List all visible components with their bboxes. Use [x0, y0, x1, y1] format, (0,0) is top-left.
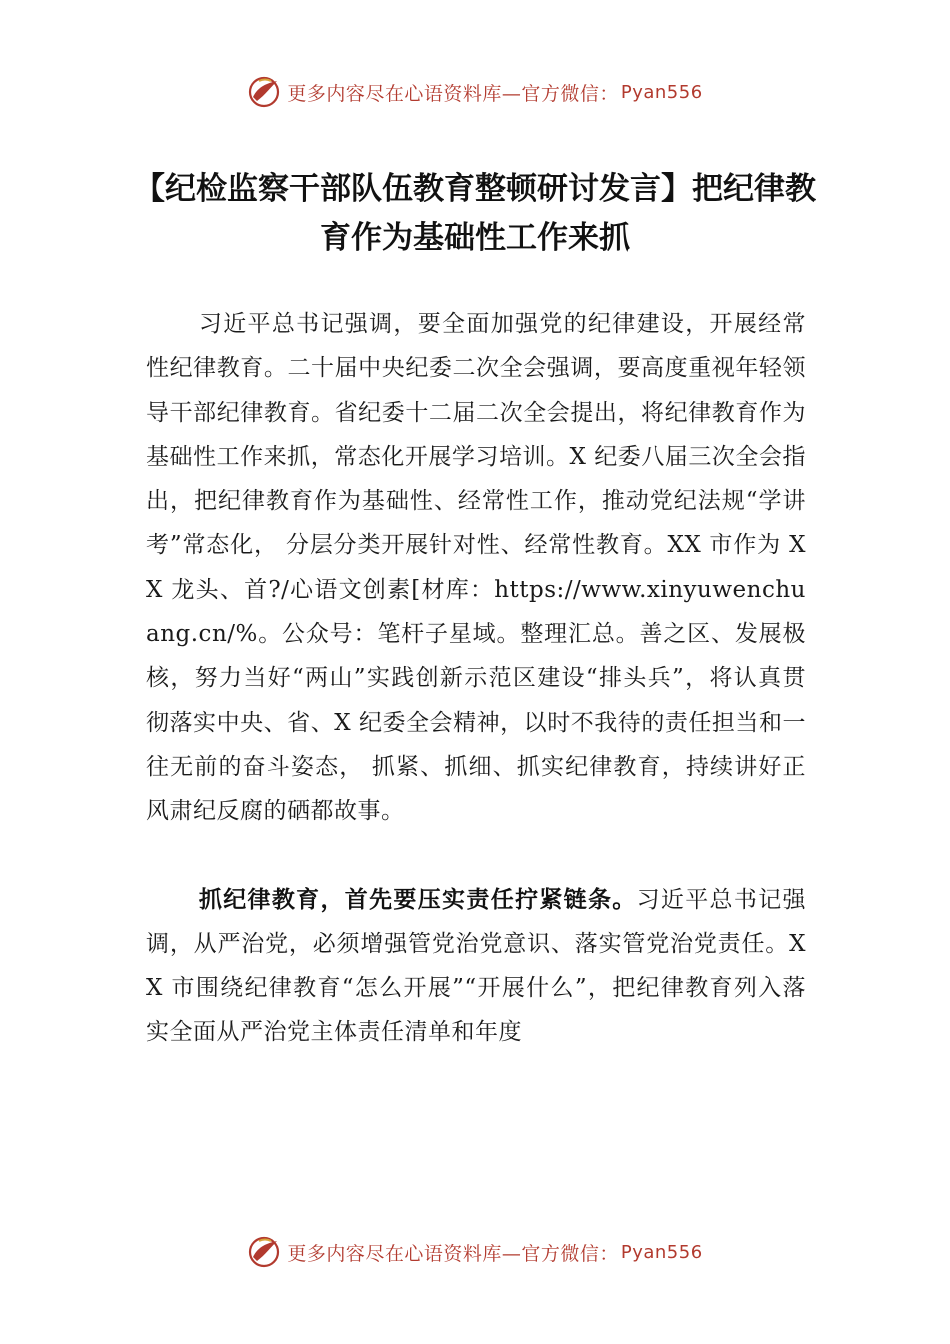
paragraph-1: 习近平总书记强调，要全面加强党的纪律建设，开展经常性纪律教育。二十届中央纪委二次全会强调，要高度重视年轻领导干部纪律教育。省纪委十二届二次全会提出，将纪律教育作为基础性工作来抓，常态化开展学习培训。X 纪委八届三次全会指出，把纪律教育作为基础性、经常性工作，推动党纪法规“学讲考”常态化， 分层分类开展针对性、经常性教育。XX 市作为 XX 龙头、首?/心语文创素[材库：https://www.xinyuwenchuang.cn/%。公众号：笔杆子星域。整理汇总。善之区、发展极核，努力当好“两山”实践创新示范区建设“排头兵”，将认真贯彻落实中央、省、X 纪委全会精神，以时不我待的责任担当和一往无前的奋斗姿态， 抓紧、抓细、抓实纪律教育，持续讲好正风肃纪反腐的硒都故事。 — [146, 311, 806, 825]
document-title: 【纪检监察干部队伍教育整顿研讨发言】把纪律教育作为基础性工作来抓 — [134, 171, 816, 256]
paragraph-2 — [146, 878, 806, 1055]
watermark-banner-top — [0, 72, 950, 112]
brand-logo-icon — [247, 75, 281, 109]
watermark-banner-bottom — [0, 1232, 950, 1272]
watermark-account: Pyan556 — [620, 81, 703, 103]
watermark-text: 更多内容尽在心语资料库—官方微信： — [287, 1242, 619, 1265]
paragraph-2-lead: 抓纪律教育，首先要压实责任拧紧链条。 — [198, 886, 637, 913]
watermark-account: Pyan556 — [620, 1241, 703, 1263]
document-body — [146, 302, 806, 1055]
watermark-text: 更多内容尽在心语资料库—官方微信： — [287, 82, 619, 105]
brand-logo-icon — [247, 1235, 281, 1269]
paragraph-2-text: 习近平总书记强调，从严治党，必须增强管党治党意识、落实管党治党责任。XX 市围绕纪律教育“怎么开展”“开展什么”，把纪律教育列入落实全面从严治党主体责任清单和年度 — [146, 886, 807, 1046]
